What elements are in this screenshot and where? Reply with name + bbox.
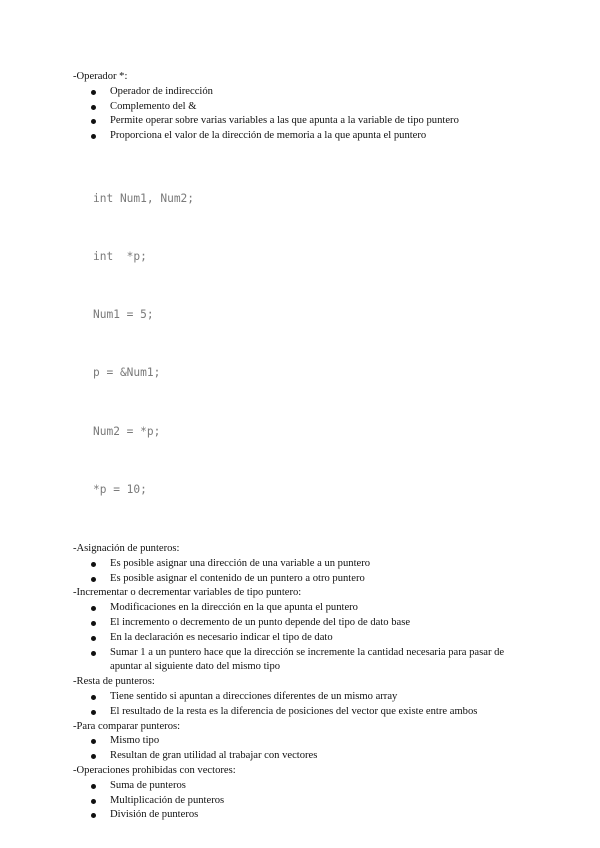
list-item: El incremento o decremento de un punto depende del tipo de dato base	[73, 616, 533, 631]
code-block	[93, 150, 533, 538]
document-content	[73, 70, 533, 823]
list-item: División de punteros	[73, 808, 533, 823]
section-heading: -Incrementar o decrementar variables de tipo puntero:	[73, 587, 302, 599]
code-line: Num1 = 5;	[93, 308, 154, 322]
section-heading: -Asignación de punteros:	[73, 543, 180, 555]
section-resta-punteros	[73, 675, 533, 719]
bullet-list	[73, 690, 533, 720]
list-item: Complemento del &	[73, 100, 533, 115]
bullet-list	[73, 779, 533, 823]
list-item: Proporciona el valor de la dirección de memoria a la que apunta el puntero	[73, 129, 533, 144]
list-item: Mismo tipo	[73, 734, 533, 749]
code-line: *p = 10;	[93, 482, 147, 496]
bullet-list	[73, 85, 533, 144]
section-incrementar-decrementar	[73, 586, 533, 675]
list-item: Operador de indirección	[73, 85, 533, 100]
list-item: Tiene sentido si apuntan a direcciones diferentes de un mismo array	[73, 690, 533, 705]
bullet-list	[73, 734, 533, 764]
section-heading: -Para comparar punteros:	[73, 720, 181, 732]
code-line: p = &Num1;	[93, 366, 161, 380]
list-item: Es posible asignar el contenido de un puntero a otro puntero	[73, 572, 533, 587]
list-item: Suma de punteros	[73, 779, 533, 794]
list-item: Modificaciones en la dirección en la que apunta el puntero	[73, 601, 533, 616]
code-line: int Num1, Num2;	[93, 191, 195, 205]
list-item: El resultado de la resta es la diferencia de posiciones del vector que existe entre ambos	[73, 705, 533, 720]
section-comparar-punteros	[73, 720, 533, 764]
code-line: Num2 = *p;	[93, 424, 161, 438]
bullet-list	[73, 557, 533, 587]
section-heading: -Operaciones prohibidas con vectores:	[73, 764, 236, 776]
section-operaciones-prohibidas	[73, 764, 533, 823]
section-heading: -Operador *:	[73, 71, 128, 82]
code-line: int *p;	[93, 250, 147, 263]
list-item: Permite operar sobre varias variables a las que apunta a la variable de tipo puntero	[73, 114, 533, 129]
list-item: Sumar 1 a un puntero hace que la dirección se incremente la cantidad necesaria para pasar de apuntar al siguiente dato del mismo tipo	[73, 646, 533, 676]
list-item: Es posible asignar una dirección de una variable a un puntero	[73, 557, 533, 572]
section-heading: -Resta de punteros:	[73, 676, 155, 688]
section-asignacion-punteros	[73, 542, 533, 586]
list-item: Resultan de gran utilidad al trabajar con vectores	[73, 749, 533, 764]
list-item: En la declaración es necesario indicar el tipo de dato	[73, 631, 533, 646]
bullet-list	[73, 601, 533, 675]
list-item: Multiplicación de punteros	[73, 794, 533, 809]
section-operador-indireccion	[73, 70, 533, 538]
